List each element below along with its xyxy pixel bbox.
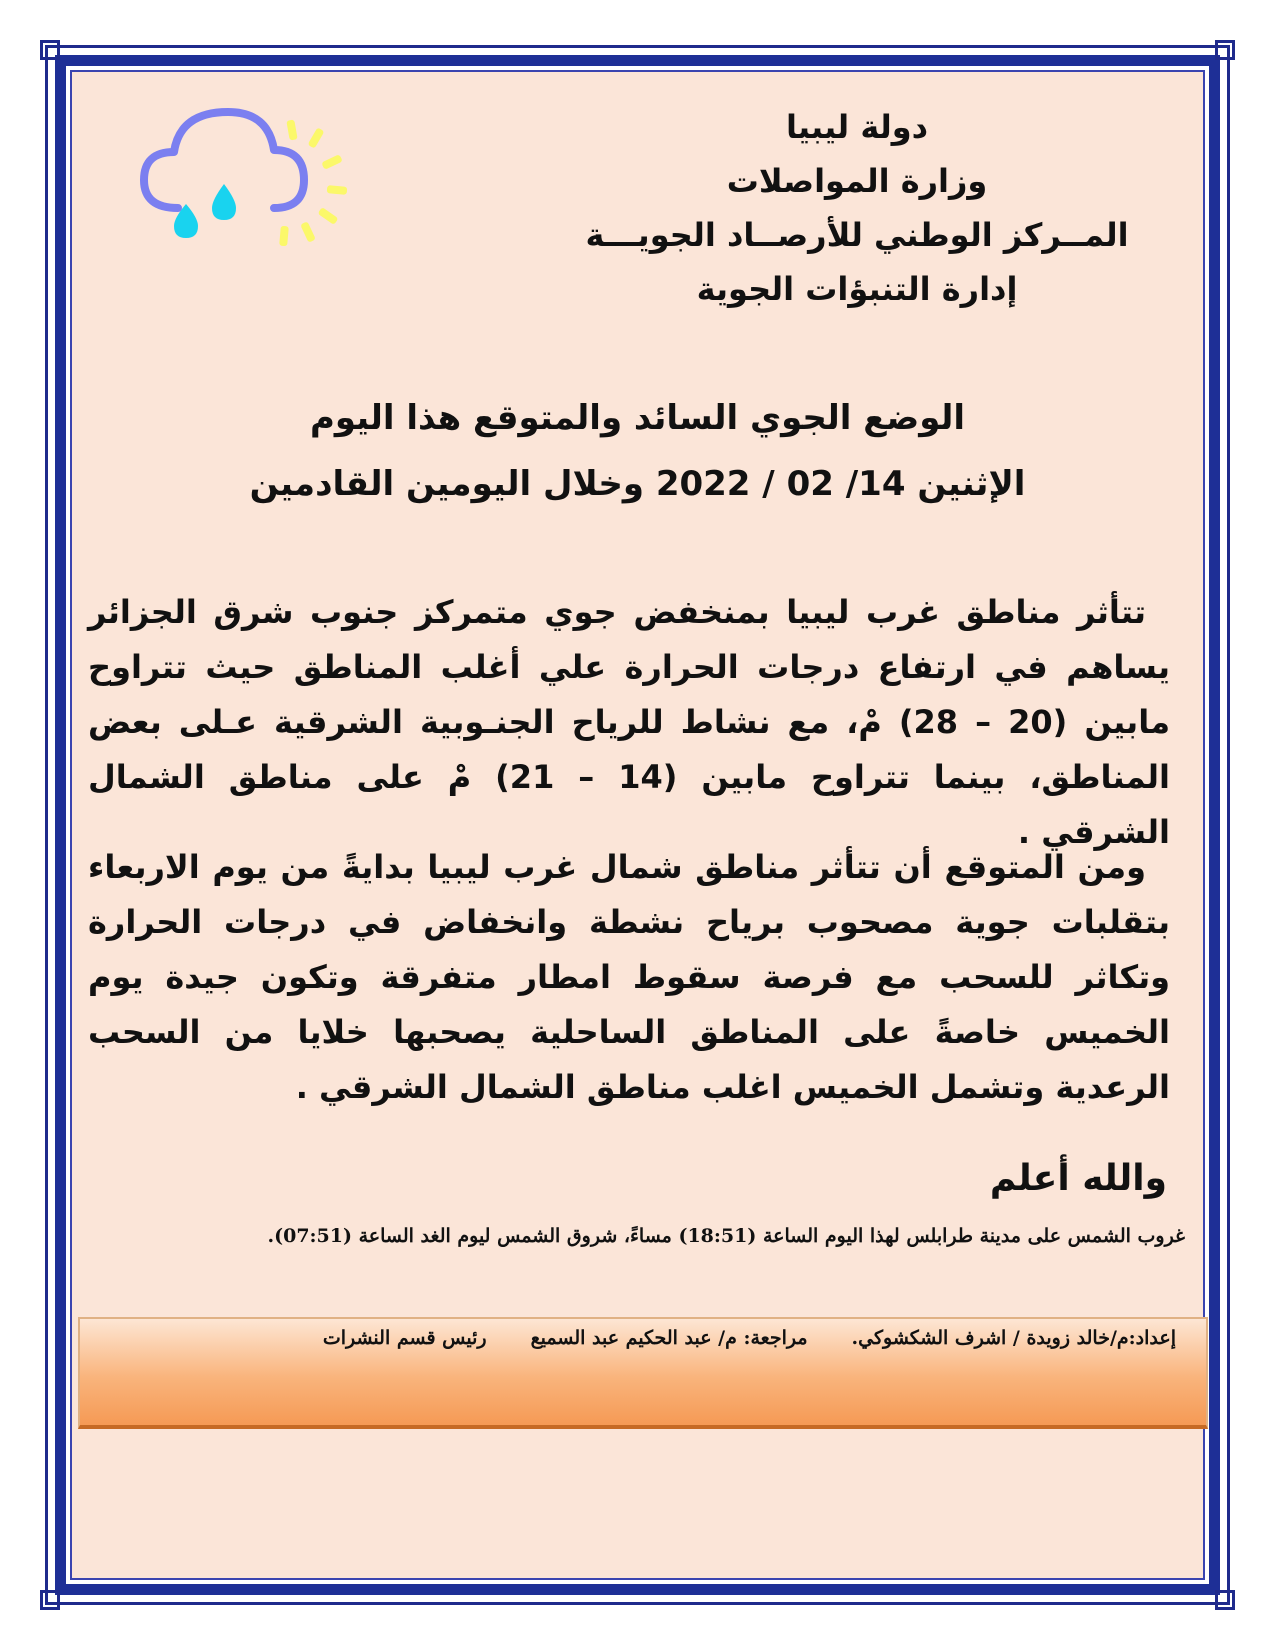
footer-credits: [106, 1327, 1176, 1349]
frame-corner-bottom-left: [40, 1590, 60, 1610]
frame-corner-top-right: [1215, 40, 1235, 60]
sun-rays-icon: [279, 119, 347, 246]
bulletin-title: [220, 385, 1055, 517]
ministry-header: [547, 100, 1167, 316]
frame-corner-bottom-right: [1215, 1590, 1235, 1610]
frame-corner-top-left: [40, 40, 60, 60]
title-line: الوضع الجوي السائد والمتوقع هذا اليوم: [309, 398, 966, 438]
forecast-paragraph-2: ومن المتوقع أن تتأثر مناطق شمال غرب ليبيا بدايةً من يوم الاربعاء بتقلبات جوية مصحوب برياح نشطة وانخفاض في درجات الحرارة وتكاثر للسحب مع فرصة سقوط امطار متفرقة وتكون جيدة يوم الخميس خاصةً على المناطق الساحلية يصحبها خلايا من السحب الرعدية وتشمل الخميس اغلب مناطق الشمال الشرقي .: [88, 848, 1170, 1106]
reviewed-by: مراجعة: م/ عبد الحكيم عبد السميع: [530, 1327, 808, 1349]
header-center: المــركز الوطني للأرصــاد الجويـــة: [585, 216, 1129, 254]
header-ministry: وزارة المواصلات: [726, 162, 988, 200]
header-country: دولة ليبيا: [785, 108, 929, 146]
prepared-by: إعداد:م/خالد زويدة / اشرف الشكشوكي.: [851, 1327, 1176, 1349]
forecast-paragraph-1: تتأثر مناطق غرب ليبيا بمنخفض جوي متمركز جنوب شرق الجزائر يساهم في ارتفاع درجات الحرارة علي أغلب المناطق حيث تتراوح مابين (20 – 28) مْ، مع نشاط للرياح الجنـوبية الشرقية عـلى بعض المناطق، بينما تتراوح مابين (14 – 21) مْ على مناطق الشمال الشرقي .: [88, 593, 1171, 851]
footer-credits-box: [78, 1317, 1208, 1429]
header-department: إدارة التنبؤات الجوية: [696, 270, 1018, 308]
title-date-line: الإثنين 14/ 02 / 2022 وخلال اليومين القادمين: [249, 464, 1026, 504]
raindrop-icon: [212, 184, 236, 220]
cloud-rain-sun-icon: [140, 100, 370, 250]
department-head: رئيس قسم النشرات: [322, 1327, 487, 1349]
sunset-sunrise-note: غروب الشمس على مدينة طرابلس لهذا اليوم الساعة (18:51) مساءً، شروق الشمس ليوم الغد الساعة (07:51).: [267, 1225, 1185, 1247]
closing-phrase: والله أعلم: [989, 1158, 1167, 1199]
